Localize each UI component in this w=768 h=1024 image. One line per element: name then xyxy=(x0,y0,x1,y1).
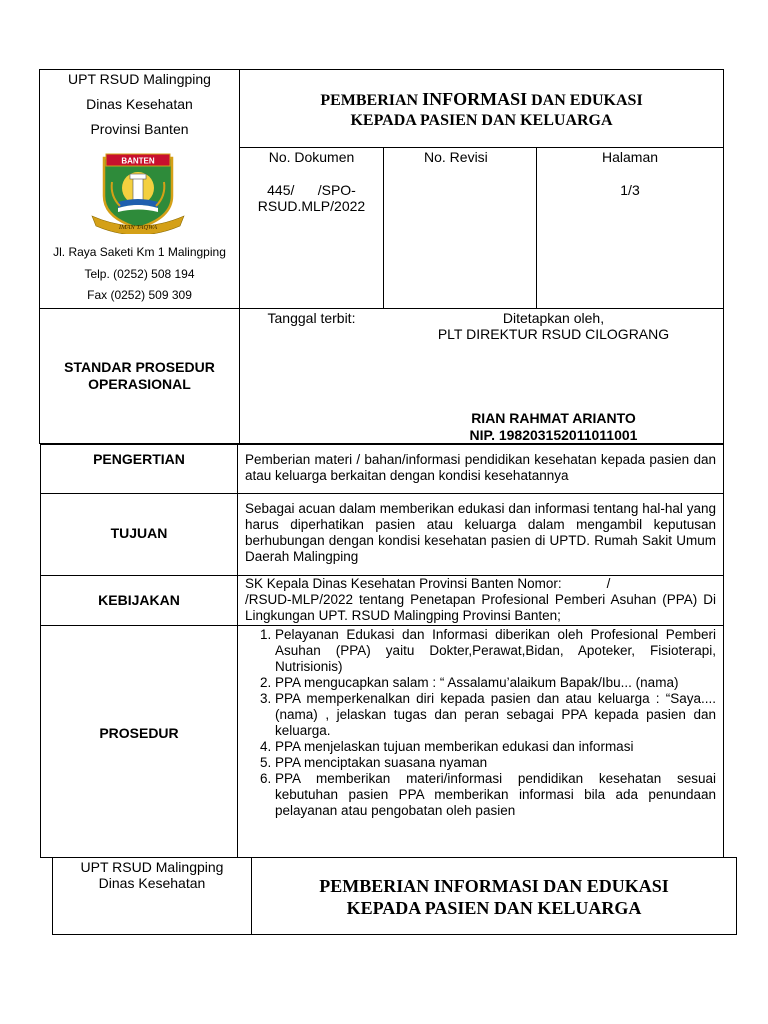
tujuan-text: Sebagai acuan dalam memberikan edukasi dan informasi tentang hal-hal yang harus diperhatikan pasien atau keluarga dalam mengambil keputusan berhubungan dengan kondisi kesehatan pasien di UPTD. Rumah Sakit Umum Daerah Malingping xyxy=(245,501,716,564)
prosedur-label: PROSEDUR xyxy=(99,725,179,741)
org-telp: Telp. (0252) 508 194 xyxy=(84,267,195,281)
org-fax: Fax (0252) 509 309 xyxy=(87,288,192,302)
logo-banner-text: BANTEN xyxy=(121,156,155,166)
prosedur-item: 4. PPA menjelaskan tujuan memberikan edukasi dan informasi xyxy=(275,739,716,755)
spo-title-line2: OPERASIONAL xyxy=(88,376,191,392)
prosedur-item: 3. PPA memperkenalkan diri kepada pasien dan atau keluarga : “Saya.... (nama) , jelaskan tugas dan peran sebagai PPA kepada pasien dan keluarga. xyxy=(275,691,716,739)
kebijakan-label: KEBIJAKAN xyxy=(98,592,180,608)
prosedur-item: 1. Pelayanan Edukasi dan Informasi diberikan oleh Profesional Pemberi Asuhan (PPA) yaitu Dokter,Perawat,Bidan, Apoteker, Fisioterapi, Nutrisionis) xyxy=(275,627,716,675)
spo-title-line1: STANDAR PROSEDUR xyxy=(64,359,215,375)
banten-logo-icon xyxy=(88,152,188,234)
pengertian-label: PENGERTIAN xyxy=(93,451,185,467)
no-revisi-label: No. Revisi xyxy=(424,149,488,165)
tujuan-row xyxy=(41,494,237,575)
prosedur-item: 6. PPA memberikan materi/informasi pendidikan kesehatan sesuai kebutuhan pasien PPA memberikan informasi bila ada penundaan pelayanan atau pengobatan oleh pasien xyxy=(275,771,716,819)
prosedur-item: 5. PPA menciptakan suasana nyaman xyxy=(275,755,716,771)
ditetapkan-cell xyxy=(384,309,723,443)
org-provinsi: Provinsi Banten xyxy=(90,121,189,137)
org-dinas: Dinas Kesehatan xyxy=(86,96,193,112)
footer-org-block xyxy=(53,858,251,934)
pengertian-text: Pemberian materi / bahan/informasi pendidikan kesehatan kepada pasien dan atau keluarga berkaitan dengan kondisi kesehatannya xyxy=(245,452,716,483)
no-dokumen-cell xyxy=(240,148,383,308)
org-address: Jl. Raya Saketi Km 1 Malingping xyxy=(53,245,226,259)
halaman-value: 1/3 xyxy=(620,182,640,198)
kebijakan-row xyxy=(41,576,237,625)
no-dokumen-label: No. Dokumen xyxy=(268,149,355,165)
no-revisi-cell xyxy=(384,148,536,308)
kebijakan-line1: SK Kepala Dinas Kesehatan Provinsi Banten Nomor: / xyxy=(245,576,611,591)
prosedur-list xyxy=(245,627,716,819)
footer-org-dinas: Dinas Kesehatan xyxy=(98,875,206,891)
pengertian-row xyxy=(41,445,237,493)
tujuan-label: TUJUAN xyxy=(110,525,168,541)
kebijakan-rest: /RSUD-MLP/2022 tentang Penetapan Profesional Pemberi Asuhan (PPA) Di Lingkungan UPT. RSUD Malingping Provinsi Banten; xyxy=(245,592,716,623)
footer-org-name: UPT RSUD Malingping xyxy=(80,859,224,875)
kebijakan-text xyxy=(245,576,716,624)
spo-cell xyxy=(40,309,239,443)
org-name: UPT RSUD Malingping xyxy=(68,71,211,87)
ditetapkan-label: Ditetapkan oleh, xyxy=(502,310,605,326)
halaman-cell xyxy=(537,148,723,308)
org-block xyxy=(40,70,239,308)
signer-name: RIAN RAHMAT ARIANTO xyxy=(471,410,636,426)
halaman-label: Halaman xyxy=(601,149,659,165)
signer-nip: NIP. 198203152011011001 xyxy=(469,427,638,443)
logo-motto-text: IMAN TAQWA xyxy=(118,224,158,231)
prosedur-item: 2. PPA mengucapkan salam : “ Assalamu’alaikum Bapak/Ibu... (nama) xyxy=(275,675,716,691)
no-dokumen-value: 445/ /SPO-RSUD.MLP/2022 xyxy=(257,182,366,214)
document-title: PEMBERIAN INFORMASI DAN EDUKASI KEPADA PASIEN DAN KELUARGA xyxy=(320,89,643,129)
prosedur-row xyxy=(41,626,237,857)
footer-title: PEMBERIAN INFORMASI DAN EDUKASI KEPADA PASIEN DAN KELUARGA xyxy=(319,876,669,918)
direktur-title: PLT DIREKTUR RSUD CILOGRANG xyxy=(437,326,670,342)
tanggal-terbit: Tanggal terbit: xyxy=(267,310,356,326)
